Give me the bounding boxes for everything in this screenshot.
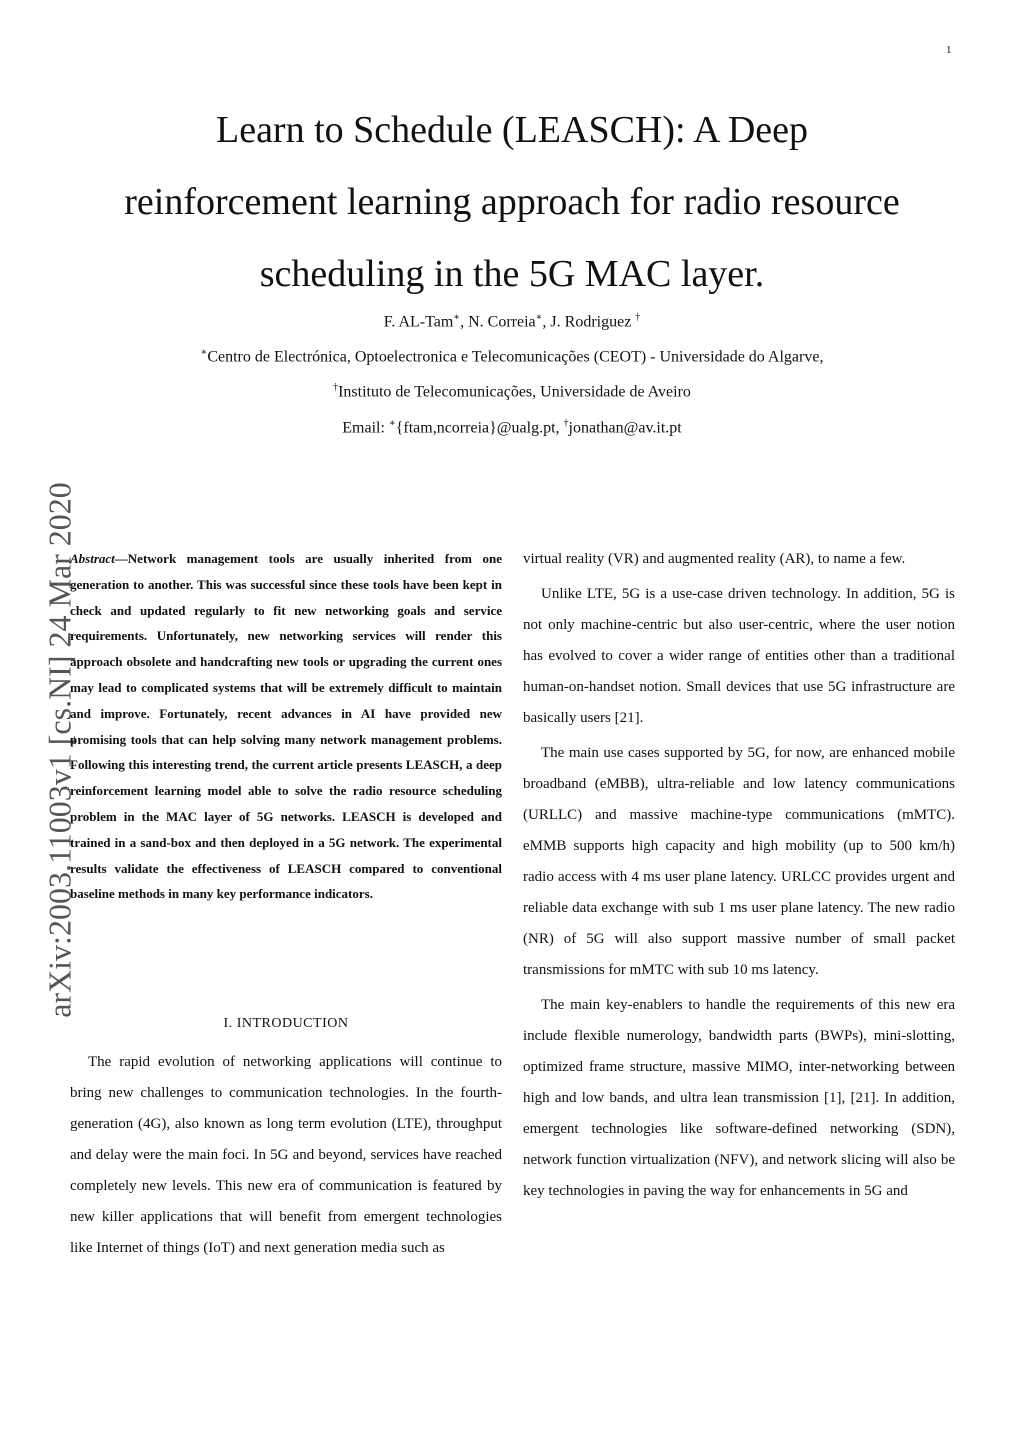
author-altam: F. AL-Tam: [383, 313, 454, 331]
email-ualg: {ftam,ncorreia}@ualg.pt,: [395, 419, 564, 437]
author-correia: , N. Correia: [460, 313, 536, 331]
paper-title: [60, 94, 964, 310]
affiliation-aveiro-mark: †: [333, 382, 339, 393]
email-mark-2: †: [563, 418, 569, 429]
arxiv-identifier-stamp: arXiv:2003.11003v1 [cs.NI] 24 Mar 2020: [41, 482, 78, 1018]
section-heading-introduction: I. INTRODUCTION: [223, 1016, 349, 1031]
intro-paragraph-continued: virtual reality (VR) and augmented reality (AR), to name a few.: [523, 551, 906, 567]
intro-paragraph-use-cases: The main use cases supported by 5G, for now, are enhanced mobile broadband (eMBB), ultra-reliable and low latency communications (URLLC) and massive machine-type communications (mMTC). eMMB supports high capacity and high mobility (up to 500 km/h) radio access with 4 ms user plane latency. URLCC provides urgent and reliable data exchange with sub 1 ms user plane latency. The new radio (NR) of 5G will also support massive number of small packet transmissions for mMTC with sub 10 ms latency.: [523, 745, 955, 978]
abstract-label: Abstract: [70, 551, 115, 566]
author-rodriguez: , J. Rodriguez: [542, 313, 632, 331]
title-line-1: Learn to Schedule (LEASCH): A Deep: [215, 109, 809, 151]
author-list: [0, 312, 1024, 331]
author-rodriguez-mark: †: [635, 312, 641, 323]
email-mark-1: ∗: [388, 418, 396, 429]
abstract: [70, 546, 502, 907]
email-av: jonathan@av.it.pt: [568, 419, 682, 437]
affiliation-ceot-text: Centro de Electrónica, Optoelectronica e Telecomunicações (CEOT) - Universidade do Algarve,: [207, 348, 824, 366]
affiliation-aveiro: [0, 382, 1024, 401]
abstract-text: —Network management tools are usually inherited from one generation to another. This was successful since these tools have been kept in check and updated regularly to fit new networking goals and service requirements. Unfortunately, new networking services will render this approach obsolete and handcrafting new tools or upgrading the current ones may lead to complicated systems that will be extremely difficult to maintain and improve. Fortunately, recent advances in AI have provided new promising tools that can help solving many network management problems. Following this interesting trend, the current article presents LEASCH, a deep reinforcement learning model able to solve the radio resource scheduling problem in the MAC layer of 5G networks. LEASCH is developed and trained in a sand-box and then deployed in a 5G network. The experimental results validate the effectiveness of LEASCH compared to conventional baseline methods in many key performance indicators.: [70, 551, 502, 902]
page-number: 1: [946, 44, 952, 56]
author-correia-mark: ∗: [535, 312, 543, 323]
affiliation-ceot-mark: ∗: [200, 347, 208, 358]
intro-paragraph-key-enablers: The main key-enablers to handle the requirements of this new era include flexible numerology, bandwidth parts (BWPs), mini-slotting, optimized frame structure, massive MIMO, inter-networking between high and low bands, and ultra lean transmission [1], [21]. In addition, emergent technologies like software-defined networking (SDN), network function virtualization (NFV), and network slicing will also be key technologies in paving the way for enhancements in 5G and: [523, 997, 955, 1199]
affiliation-ceot: [0, 347, 1024, 366]
email-label: Email:: [342, 419, 389, 437]
author-emails: [0, 418, 1024, 437]
intro-paragraph-1: The rapid evolution of networking applications will continue to bring new challenges to communication technologies. In the fourth-generation (4G), also known as long term evolution (LTE), throughput and delay were the main foci. In 5G and beyond, services have reached completely new levels. This new era of communication is featured by new killer applications that will benefit from emergent technologies like Internet of things (IoT) and next generation media such as: [70, 1054, 502, 1256]
author-altam-mark: ∗: [453, 312, 461, 323]
title-line-3: scheduling in the 5G MAC layer.: [259, 253, 765, 295]
right-column: [523, 544, 955, 1211]
affiliation-aveiro-text: Instituto de Telecomunicações, Universidade de Aveiro: [338, 383, 691, 401]
intro-paragraph-lte: Unlike LTE, 5G is a use-case driven technology. In addition, 5G is not only machine-centric but also user-centric, where the user notion has evolved to cover a wider range of entities other than a traditional human-on-handset notion. Small devices that use 5G infrastructure are basically users [21].: [523, 586, 955, 726]
title-line-2: reinforcement learning approach for radio resource: [124, 181, 900, 223]
